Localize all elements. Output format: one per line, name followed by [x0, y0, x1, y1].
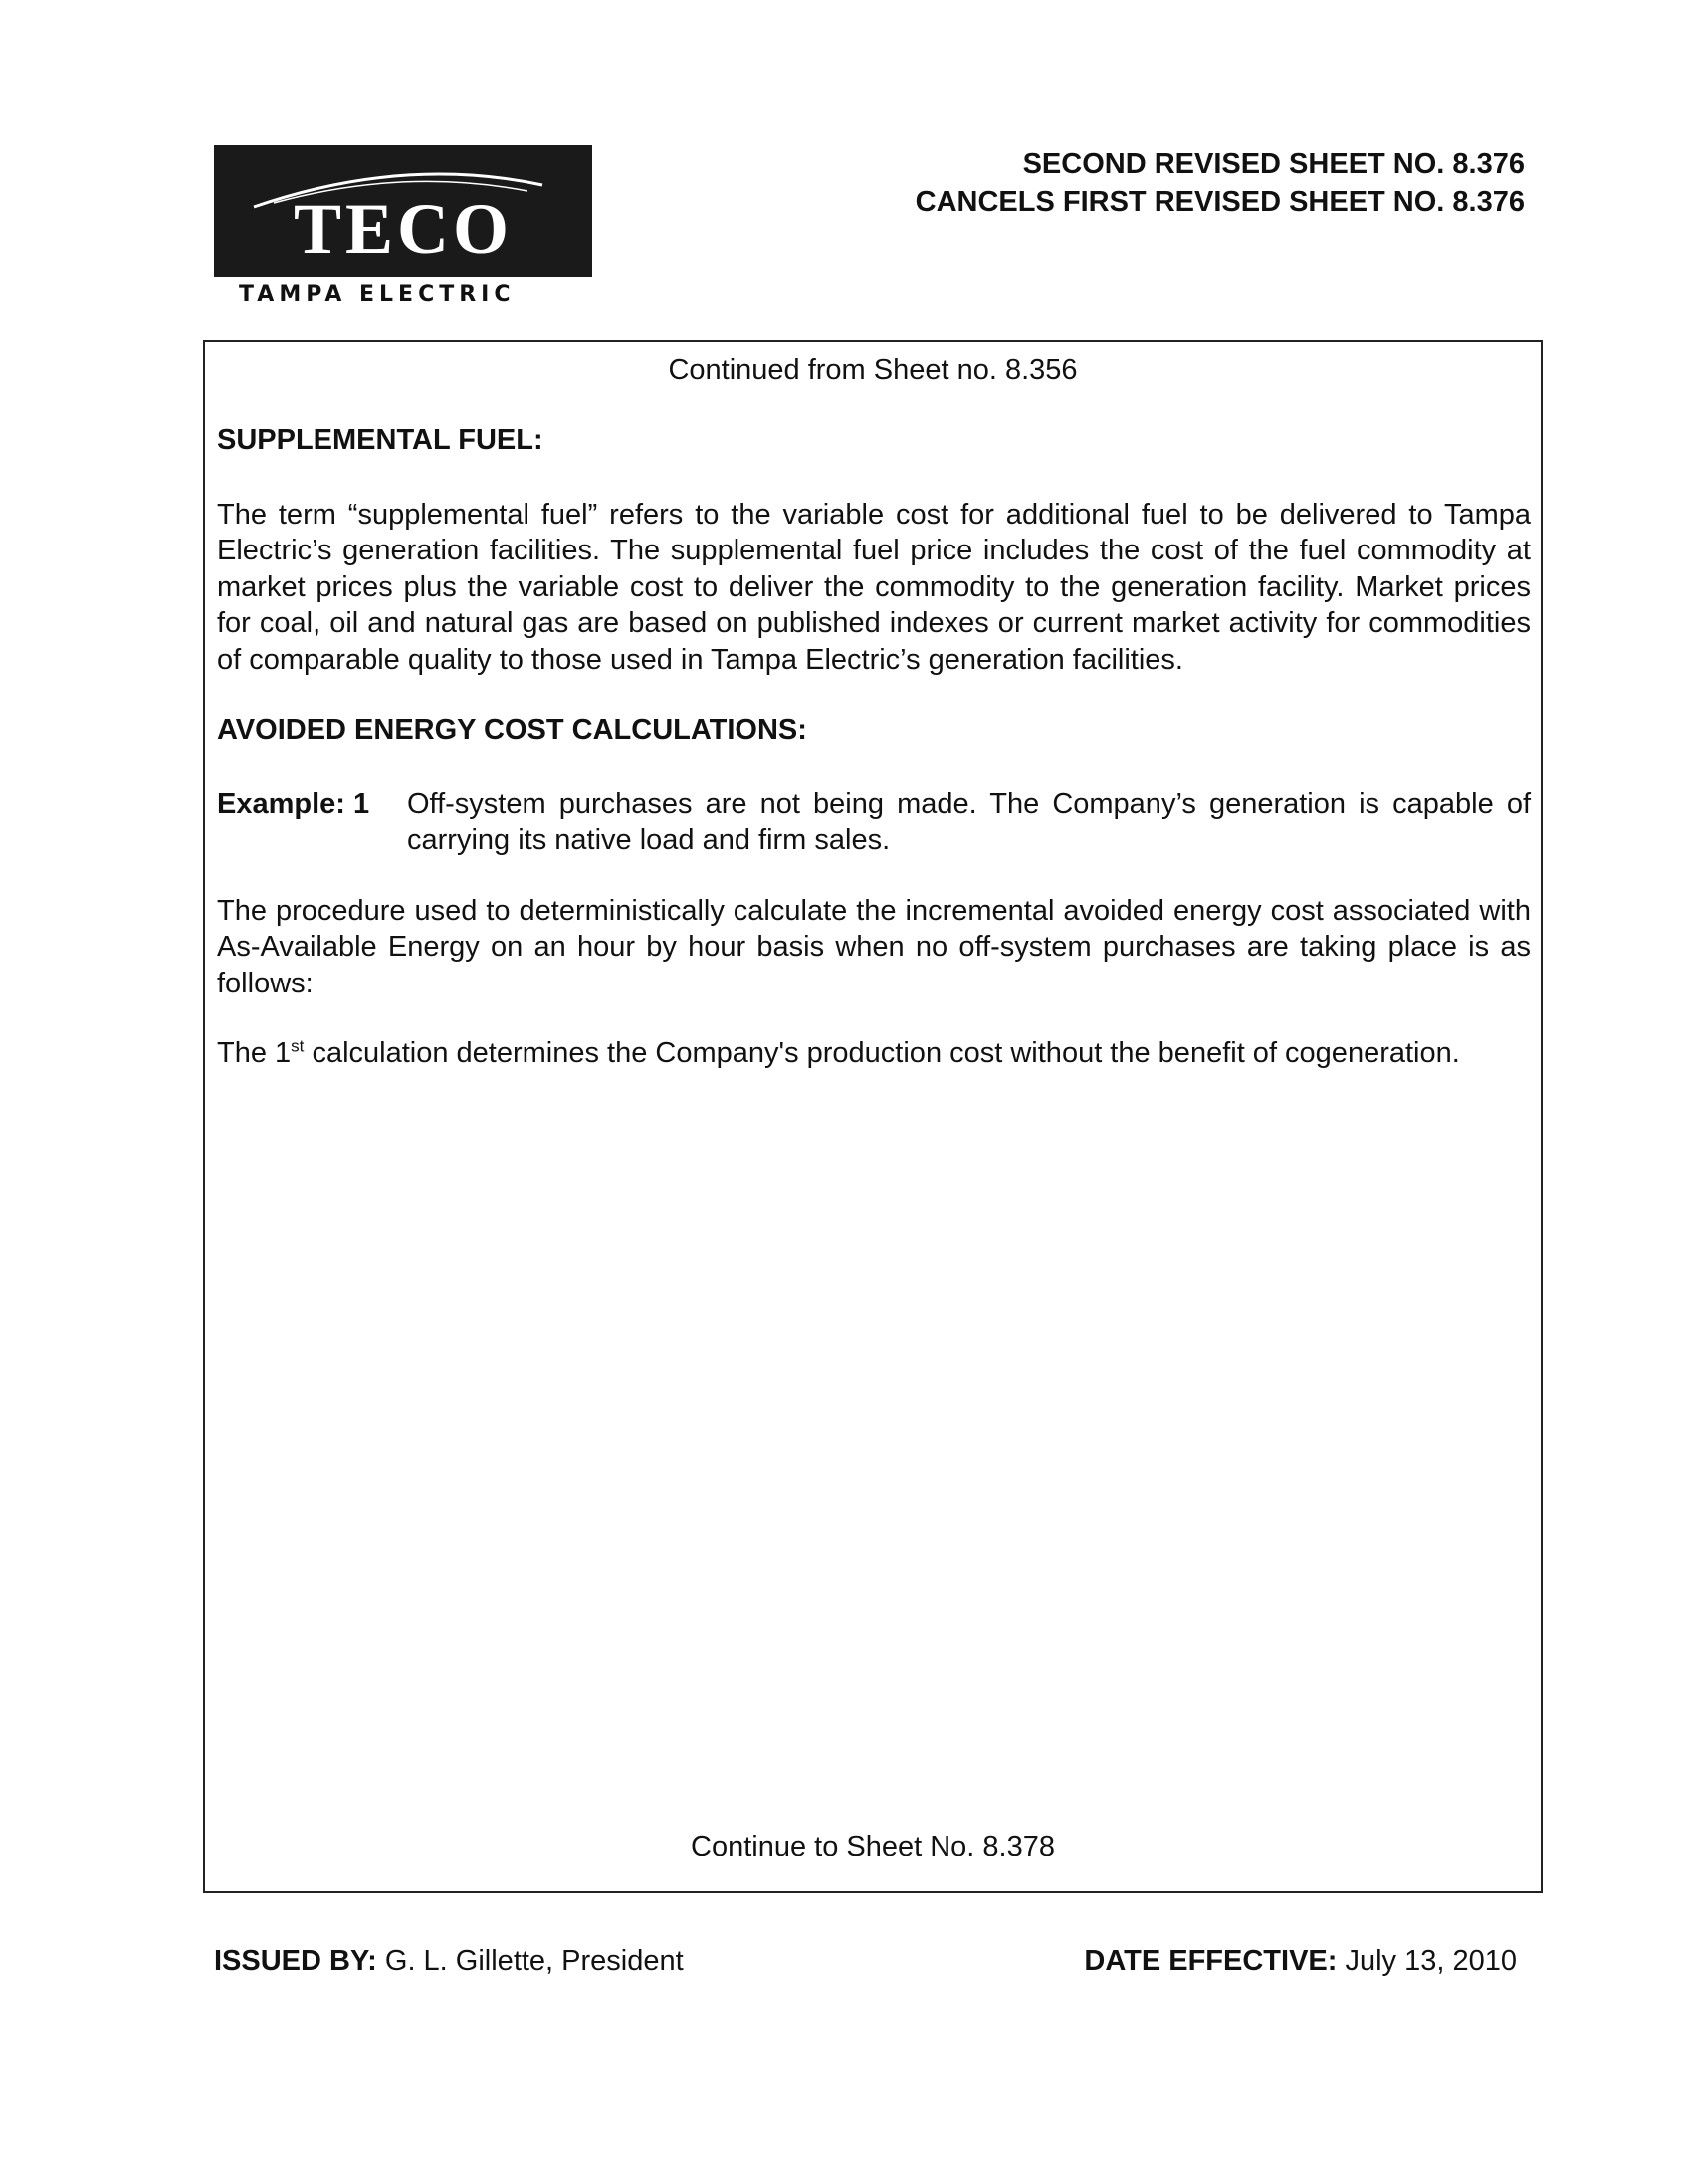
logo-subtitle: TAMPA ELECTRIC — [239, 282, 516, 307]
avoided-energy-heading: AVOIDED ENERGY COST CALCULATIONS: — [217, 714, 807, 746]
sheet-number: SECOND REVISED SHEET NO. 8.376 — [1022, 148, 1525, 180]
supplemental-fuel-paragraph: The term “supplemental fuel” refers to the variable cost for additional fuel to be delivered to Tampa Electric’s generation facilities. The supplemental fuel price includes the cost of the fuel commodity at market prices plus the variable cost to deliver the commodity to the generation facility. Market prices for coal, oil and natural gas are based on published indexes or current market activity for commodities of comparable quality to those used in Tampa Electric’s generation facilities. — [217, 498, 1531, 676]
date-effective-value: July 13, 2010 — [1337, 1945, 1517, 1977]
sheet-header — [916, 145, 1525, 221]
example-text: Off-system purchases are not being made. The Company’s generation is capable of carrying its native load and firm sales. — [407, 787, 1531, 856]
example-1 — [217, 786, 1531, 859]
calc-superscript: st — [291, 1036, 305, 1056]
procedure-paragraph: The procedure used to deterministically calculate the incremental avoided energy cost associated with As-Available Energy on an hour by hour basis when no off-system purchases are taking place is as follows: — [217, 894, 1531, 999]
cancels-sheet: CANCELS FIRST REVISED SHEET NO. 8.376 — [915, 186, 1525, 218]
calc-prefix: The 1 — [217, 1037, 292, 1069]
continue-to: Continue to Sheet No. 8.378 — [691, 1831, 1055, 1862]
issued-by-label: ISSUED BY: — [214, 1945, 377, 1977]
date-effective-label: DATE EFFECTIVE: — [1084, 1945, 1338, 1977]
tariff-body — [217, 422, 1531, 1106]
first-calculation-paragraph — [217, 1035, 1531, 1072]
date-effective — [1084, 1945, 1517, 1978]
example-label: Example: 1 — [217, 787, 370, 820]
calc-suffix: calculation determines the Company's production cost without the benefit of cogeneration. — [304, 1037, 1460, 1069]
teco-logo — [214, 145, 592, 277]
teco-wordmark: TECO — [293, 189, 514, 269]
issued-by-value: G. L. Gillette, President — [376, 1945, 684, 1977]
teco-logo-mark — [214, 145, 592, 277]
tariff-content-box — [203, 340, 1543, 1893]
supplemental-fuel-heading: SUPPLEMENTAL FUEL: — [217, 424, 543, 456]
continued-from: Continued from Sheet no. 8.356 — [668, 354, 1078, 386]
issued-by — [214, 1945, 684, 1978]
